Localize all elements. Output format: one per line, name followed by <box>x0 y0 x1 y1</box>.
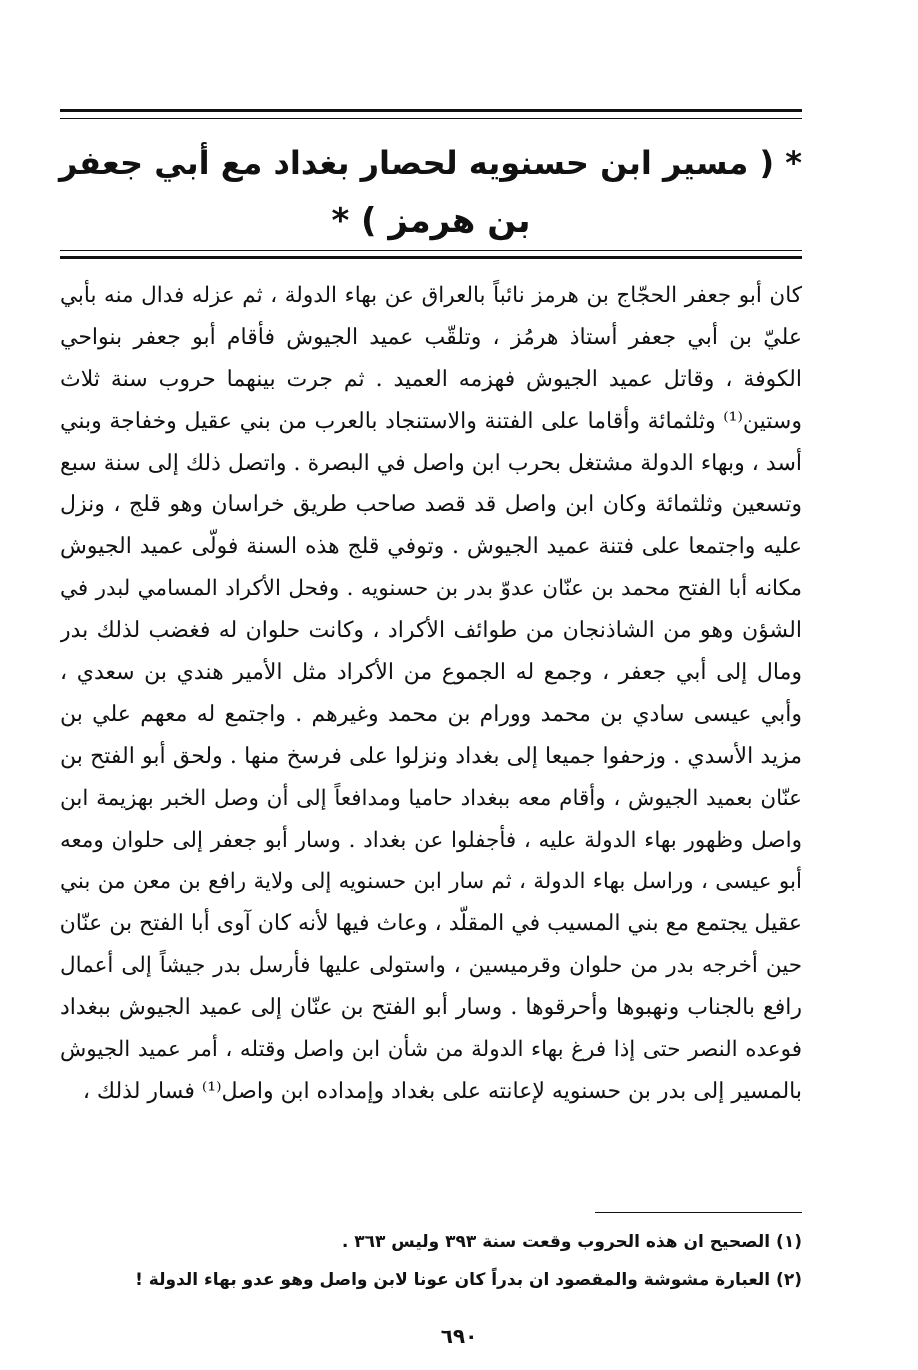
heading-bottom-rule-thin <box>60 250 802 251</box>
body-text <box>60 275 802 1113</box>
text-line: أسد ، وبهاء الدولة مشتغل بحرب ابن واصل في البصرة . واتصل ذلك إلى سنة سبع <box>60 450 802 476</box>
heading-top-rule-thin <box>60 118 802 119</box>
heading-bottom-rule-thick <box>60 256 802 259</box>
text-line: أبو عيسى ، وراسل بهاء الدولة ، ثم سار ابن حسنويه إلى ولاية رافع بن معن من بني <box>60 869 802 895</box>
text-line: فوعده النصر حتى إذا فرغ بهاء الدولة من شأن ابن واصل وقتله ، أمر عميد الجيوش <box>60 1037 802 1063</box>
text-line: عقيل يجتمع مع بني المسيب في المقلّد ، وعاث فيها لأنه كان آوى أبا الفتح بن عنّان <box>60 911 802 937</box>
text-line: وستين⁽¹⁾ وثلثمائة وأقاما على الفتنة والاستنجاد بالعرب من بني عقيل وخفاجة وبني <box>60 408 802 434</box>
chapter-heading-line-2: بن هرمز ) * <box>331 201 531 241</box>
text-line: رافع بالجناب ونهبوها وأحرقوها . وسار أبو الفتح بن عنّان إلى عميد الجيوش ببغداد <box>60 995 802 1021</box>
text-line: وأبي عيسى سادي بن محمد وورام بن محمد وغيرهم . واجتمع له معهم علي بن <box>60 701 802 727</box>
text-line: بالمسير إلى بدر بن حسنويه لإعانته على بغداد وإمداده ابن واصل⁽¹⁾ فسار لذلك ، <box>82 1078 802 1104</box>
text-line: عليّ بن أبي جعفر أستاذ هرمُز ، وتلقّب عميد الجيوش فأقام أبو جعفر بنواحي <box>60 324 802 350</box>
text-line: الكوفة ، وقاتل عميد الجيوش فهزمه العميد . ثم جرت بينهما حروب سنة ثلاث <box>60 366 802 392</box>
text-line: واصل وظهور بهاء الدولة عليه ، فأجفلوا عن بغداد . وسار أبو جعفر إلى حلوان ومعه <box>60 827 802 853</box>
heading-top-rule-thick <box>60 109 802 112</box>
footnote-2: (٢) العبارة مشوشة والمقصود ان بدراً كان عونا لابن واصل وهو عدو بهاء الدولة ! <box>135 1270 802 1290</box>
text-line: الشؤن وهو من الشاذنجان من طوائف الأكراد ، وكانت حلوان له فغضب لذلك بدر <box>60 618 802 644</box>
footnote-separator <box>595 1212 802 1213</box>
text-line: ومال إلى أبي جعفر ، وجمع له الجموع من الأكراد مثل الأمير هندي بن سعدي ، <box>60 660 802 686</box>
footnote-1: (١) الصحيح ان هذه الحروب وقعت سنة ٣٩٣ وليس ٣٦٣ . <box>341 1232 802 1252</box>
text-line: عنّان بعميد الجيوش ، وأقام معه ببغداد حاميا ومدافعاً إلى أن وصل الخبر بهزيمة ابن <box>60 785 802 811</box>
page-number: ٦٩٠ <box>440 1324 478 1348</box>
text-line: عليه واجتمعا على فتنة عميد الجيوش . وتوفي قلج هذه السنة فولّى عميد الجيوش <box>60 534 802 560</box>
text-line: مكانه أبا الفتح محمد بن عنّان عدوّ بدر بن حسنويه . وفحل الأكراد المسامي لبدر في <box>60 576 802 602</box>
text-line: مزيد الأسدي . وزحفوا جميعا إلى بغداد ونزلوا على فرسخ منها . ولحق أبو الفتح بن <box>60 743 802 769</box>
text-line: حين أخرجه بدر من حلوان وقرميسين ، واستولى عليها فأرسل بدر جيشاً إلى أعمال <box>60 953 802 979</box>
text-line: وتسعين وثلثمائة وكان ابن واصل قد قصد صاحب طريق خراسان وهو قلج ، ونزل <box>60 492 802 518</box>
text-line: كان أبو جعفر الحجّاج بن هرمز نائباً بالعراق عن بهاء الدولة ، ثم عزله فدال منه بأبي <box>60 283 802 308</box>
chapter-heading-line-1: * ( مسير ابن حسنويه لحصار بغداد مع أبي جعفر <box>58 144 802 182</box>
